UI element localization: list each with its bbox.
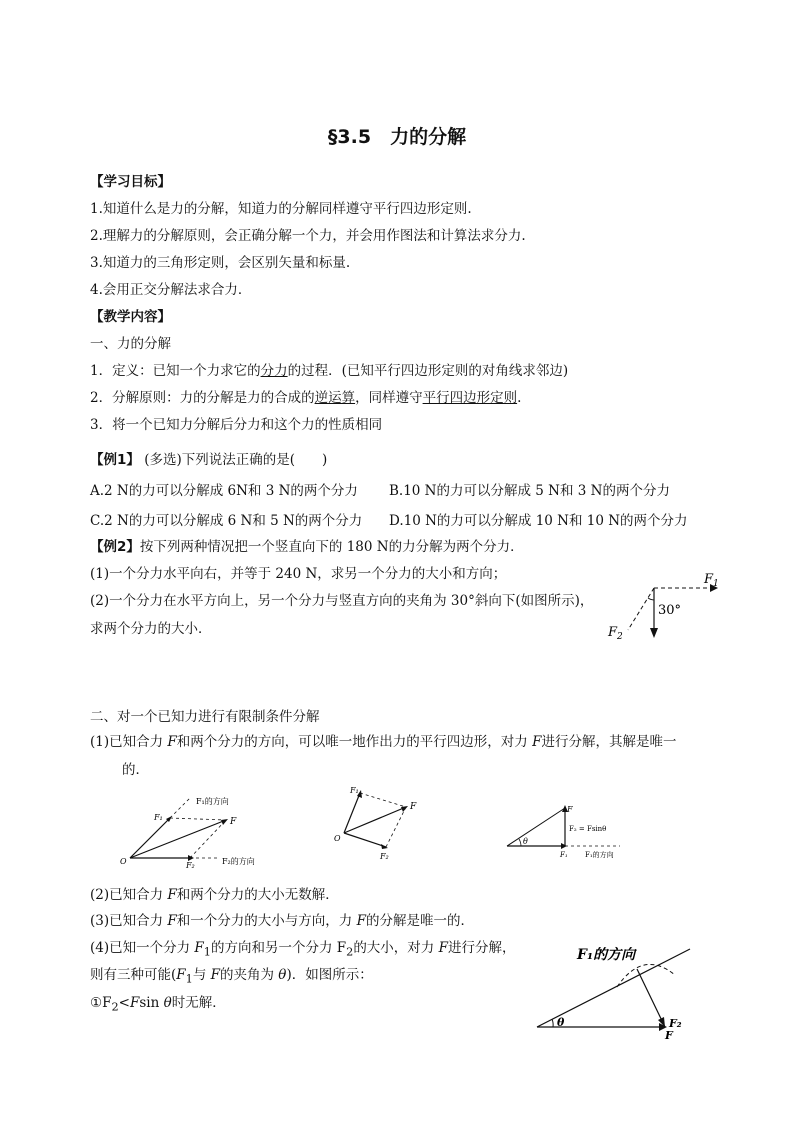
svg-text:F₁: F₁ bbox=[350, 786, 359, 795]
svg-text:F₁的方向: F₁的方向 bbox=[196, 797, 229, 806]
content-heading: 【教学内容】 bbox=[90, 309, 171, 325]
example-1-option-b: B.10 N的力可以分解成 5 N和 3 N的两个分力 bbox=[389, 483, 670, 499]
svg-text:F₁: F₁ bbox=[154, 813, 163, 822]
example-1-option-a: A.2 N的力可以分解成 6N和 3 N的两个分力 bbox=[90, 483, 358, 499]
property-line: 3．将一个已知力分解后分力和这个力的性质相同 bbox=[90, 417, 383, 433]
svg-text:F: F bbox=[410, 802, 417, 812]
svg-text:F2: $F_2$ bbox=[608, 625, 623, 642]
svg-text:O: O bbox=[334, 834, 341, 843]
svg-text:F: F bbox=[665, 1029, 673, 1042]
condition-4-cont: 则有三种可能($F_1$与 F的夹角为 θ)．如图所示： bbox=[90, 967, 373, 986]
condition-1-cont: 的． bbox=[122, 762, 149, 778]
svg-text:F₂的方向: F₂的方向 bbox=[222, 857, 255, 866]
example-2-stem: 【例2】按下列两种情况把一个竖直向下的 180 N的力分解为两个分力． bbox=[90, 539, 524, 555]
svg-text:F₂: F₂ bbox=[380, 852, 389, 861]
svg-text:F₁的方向: F₁的方向 bbox=[577, 947, 636, 963]
condition-4: (4)已知一个分力 $F_1$的方向和另一个分力 $F_2$的大小，对力 F进行分解， bbox=[90, 940, 516, 959]
objective-item-2: 2.理解力的分解原则，会正确分解一个力，并会用作图法和计算法求分力. bbox=[90, 228, 526, 244]
svg-text:F₁: F₁ bbox=[560, 851, 568, 859]
svg-text:F: F bbox=[567, 805, 573, 814]
example-1-stem: 【例1】 (多选)下列说法正确的是( ) bbox=[90, 452, 328, 468]
objective-item-1: 1.知道什么是力的分解，知道力的分解同样遵守平行四边形定则. bbox=[90, 201, 472, 217]
decomposition-figure-d bbox=[525, 935, 705, 1045]
example-2-question-1: (1)一个分力水平向右，并等于 240 N，求另一个分力的大小和方向； bbox=[90, 566, 507, 582]
svg-text:F₂: F₂ bbox=[186, 861, 195, 870]
svg-text:F1: $F_1$ bbox=[704, 572, 719, 589]
decomposition-figure-c bbox=[505, 800, 635, 865]
example-1-option-d: D.10 N的力可以分解成 10 N和 10 N的两个分力 bbox=[389, 513, 688, 529]
objective-item-3: 3.知道力的三角形定则，会区别矢量和标量. bbox=[90, 255, 351, 271]
objectives-heading: 【学习目标】 bbox=[90, 174, 171, 190]
page-title: §3.5 力的分解 bbox=[327, 126, 467, 148]
svg-text:F₂: F₂ bbox=[669, 1017, 682, 1030]
svg-text:θ: θ bbox=[557, 1016, 565, 1029]
decomposition-figure-b bbox=[330, 785, 430, 865]
example-2-figure bbox=[600, 570, 730, 650]
svg-text:θ: θ bbox=[523, 837, 528, 846]
case-no-solution: $①F_2<Fsin$ θ时无解． bbox=[90, 995, 226, 1014]
svg-text:30°: 30° bbox=[658, 603, 682, 618]
principle-line: 2．分解原则：力的分解是力的合成的逆运算，同样遵守平行四边形定则. bbox=[90, 390, 522, 406]
svg-text:O: O bbox=[120, 857, 127, 866]
example-1-option-c: C.2 N的力可以分解成 6 N和 5 N的两个分力 bbox=[90, 513, 363, 529]
svg-text:F₁的方向: F₁的方向 bbox=[585, 851, 614, 859]
section-2-title: 二、对一个已知力进行有限制条件分解 bbox=[90, 709, 320, 725]
objective-item-4: 4.会用正交分解法求合力． bbox=[90, 282, 252, 298]
condition-3: (3)已知合力 F和一个分力的大小与方向，力 F的分解是唯一的． bbox=[90, 913, 474, 929]
svg-text:F: F bbox=[230, 817, 237, 827]
svg-text:F₂ = Fsinθ: F₂ = Fsinθ bbox=[569, 825, 607, 833]
example-2-question-2: (2)一个分力在水平方向上，另一个分力与竖直方向的夹角为 30°斜向下(如图所示)， bbox=[90, 593, 594, 609]
condition-2: (2)已知合力 F和两个分力的大小无数解． bbox=[90, 887, 339, 903]
example-2-question-2b: 求两个分力的大小． bbox=[90, 621, 212, 637]
decomposition-figure-a bbox=[118, 790, 278, 870]
condition-1: (1)已知合力 F和两个分力的方向，可以唯一地作出力的平行四边形，对力 F进行分解，其解是唯一 bbox=[90, 734, 677, 750]
section-1-title: 一、力的分解 bbox=[90, 336, 171, 352]
definition-line: 1．定义：已知一个力求它的分力的过程．(已知平行四边形定则的对角线求邻边) bbox=[90, 363, 569, 379]
